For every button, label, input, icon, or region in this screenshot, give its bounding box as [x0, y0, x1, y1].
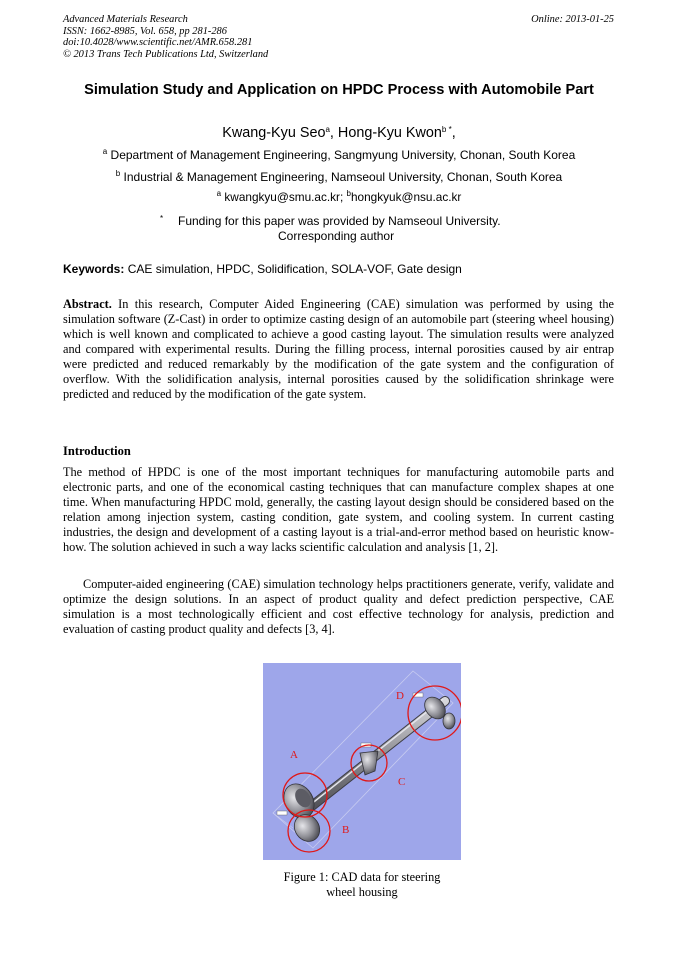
affiliation-a-sup: a — [102, 147, 108, 156]
corresponding-author-line: Corresponding author — [278, 228, 395, 243]
figure-1-caption — [262, 870, 462, 900]
label-d: D — [396, 690, 404, 702]
affiliation-a-text: Department of Management Engineering, Sangmyung University, Chonan, South Korea — [110, 148, 576, 162]
email-a-sup: a — [216, 189, 222, 198]
steering-housing-render — [263, 663, 461, 860]
abstract-label: Abstract. — [63, 297, 112, 311]
copyright-line: © 2013 Trans Tech Publications Ltd, Switzerland — [63, 48, 269, 60]
affiliation-b — [0, 170, 678, 184]
affiliation-b-text: Industrial & Management Engineering, Namseoul University, Chonan, South Korea — [123, 170, 563, 184]
affiliation-b-sup: b — [115, 169, 121, 178]
author-separator: , — [329, 125, 338, 141]
author-2: Hong-Kyu Kwon — [337, 125, 442, 141]
label-a: A — [290, 749, 298, 761]
email-a[interactable]: kwangkyu@smu.ac.kr; — [224, 190, 347, 204]
introduction-heading: Introduction — [63, 444, 131, 458]
keywords-label: Keywords: — [63, 262, 125, 276]
keywords — [63, 262, 462, 276]
affiliation-a — [0, 148, 678, 162]
funding-star: * — [160, 214, 164, 223]
author-line — [0, 125, 678, 141]
author-1: Kwang-Kyu Seo — [222, 125, 326, 141]
label-b: B — [342, 824, 350, 836]
introduction-paragraph-2: Computer-aided engineering (CAE) simulation technology helps practitioners generate, verify, validate and optimize the design solutions. In an aspect of product quality and defect prediction perspective, CAE simulation is a most technologically efficient and cost effective technology for analysis, prediction and evaluation of casting product quality and defects [3, 4]. — [63, 577, 614, 636]
paper-title: Simulation Study and Application on HPDC Process with Automobile Part — [84, 82, 594, 98]
funding-line: Funding for this paper was provided by Namseoul University. — [178, 214, 501, 228]
abstract — [63, 297, 614, 402]
author-1-sup: a — [325, 125, 330, 134]
funding-note — [160, 214, 520, 243]
email-line — [0, 190, 678, 204]
online-date: Online: 2013-01-25 — [531, 14, 614, 25]
author-2-sup: b * — [441, 125, 452, 134]
label-c: C — [398, 776, 406, 788]
figure-1-image — [263, 663, 461, 860]
issn-line: ISSN: 1662-8985, Vol. 658, pp 281-286 — [63, 25, 227, 37]
doi-line[interactable]: doi:10.4028/www.scientific.net/AMR.658.281 — [63, 37, 253, 48]
caption-line-2: wheel housing — [326, 885, 398, 899]
keywords-text: CAE simulation, HPDC, Solidification, SOLA-VOF, Gate design — [124, 262, 462, 276]
abstract-text: In this research, Computer Aided Engineering (CAE) simulation was performed by using the simulation software (Z-Cast) in order to optimize casting design of an automobile part (steering wheel housing) which is well known and complicated to achieve a good casting layout. The simulation results were analyzed and compared with experimental results. During the filling process, internal porosities caused by air entrap were predicted and reduced remarkably by the modification of the gate system and the configuration of overflow. With the solidification analysis, internal porosities caused by the solidification shrinkage were predicted and reduced by the modification of the gate system. — [63, 297, 614, 401]
journal-name: Advanced Materials Research — [63, 14, 188, 25]
author-trail: , — [451, 125, 456, 141]
caption-line-1: Figure 1: CAD data for steering — [283, 870, 441, 884]
journal-header — [63, 14, 268, 60]
email-b[interactable]: hongkyuk@nsu.ac.kr — [350, 190, 462, 204]
email-b-sup: b — [346, 189, 351, 198]
introduction-paragraph-1: The method of HPDC is one of the most important techniques for manufacturing automobile parts and electronic parts, and one of the economical casting techniques that can manufacture complex shapes at one time. When manufacturing HPDC mold, generally, the casting layout design should be considered based on the relation among injection system, casting condition, gate system, and cooling system. In current casting industries, the design and development of a casting layout is a trial-and-error method based on heuristic know-how. The solution achieved in such a way lacks scientific calculation and analysis [1, 2]. — [63, 465, 614, 554]
